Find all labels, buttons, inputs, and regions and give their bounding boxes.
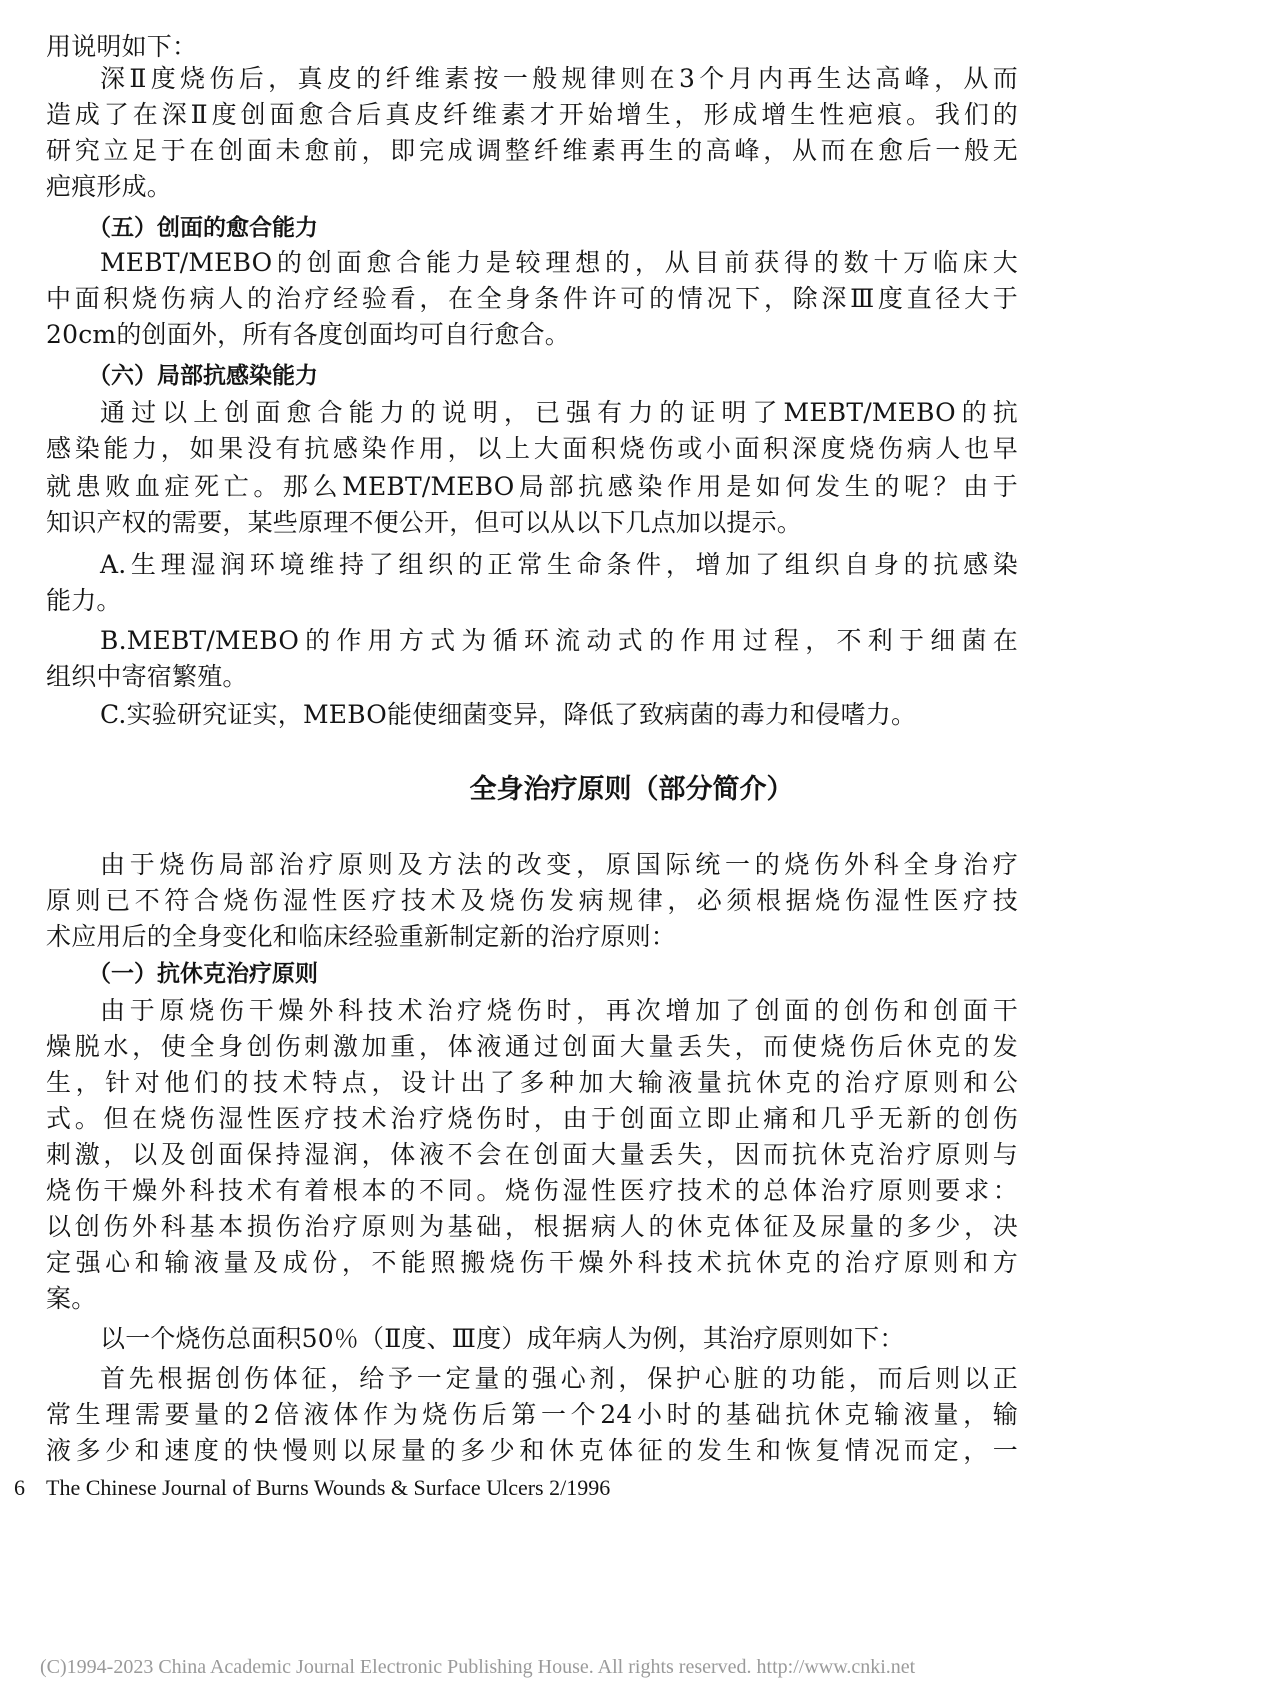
page-footer [14, 1474, 610, 1502]
body-line: 中面积烧伤病人的治疗经验看，在全身条件许可的情况下，除深Ⅲ度直径大于 [46, 284, 1018, 313]
body-line: 刺激，以及创面保持湿润，体液不会在创面大量丢失，因而抗休克治疗原则与 [46, 1140, 1018, 1169]
section-title: 全身治疗原则（部分简介） [469, 774, 794, 805]
body-line: 由于烧伤局部治疗原则及方法的改变，原国际统一的烧伤外科全身治疗 [100, 850, 1018, 879]
body-line: 组织中寄宿繁殖。 [46, 662, 248, 691]
body-line: 用说明如下： [46, 32, 198, 61]
body-line: 以一个烧伤总面积50％（Ⅱ度、Ⅲ度）成年病人为例，其治疗原则如下： [100, 1324, 905, 1353]
body-line: 由于原烧伤干燥外科技术治疗烧伤时，再次增加了创面的创伤和创面干 [100, 996, 1018, 1025]
body-line: 术应用后的全身变化和临床经验重新制定新的治疗原则： [46, 922, 677, 951]
body-line: 液多少和速度的快慢则以尿量的多少和休克体征的发生和恢复情况而定，一 [46, 1436, 1018, 1465]
body-line: 通过以上创面愈合能力的说明，已强有力的证明了MEBT/MEBO的抗 [100, 398, 1018, 427]
body-line: 常生理需要量的2倍液体作为烧伤后第一个24小时的基础抗休克输液量，输 [46, 1400, 1018, 1429]
body-line: 深Ⅱ度烧伤后，真皮的纤维素按一般规律则在3个月内再生达高峰，从而 [100, 64, 1018, 93]
body-line: 造成了在深Ⅱ度创面愈合后真皮纤维素才开始增生，形成增生性疤痕。我们的 [46, 100, 1018, 129]
body-line: 知识产权的需要，某些原理不便公开，但可以从以下几点加以提示。 [46, 508, 803, 537]
body-line: 定强心和输液量及成份，不能照搬烧伤干燥外科技术抗休克的治疗原则和方 [46, 1248, 1018, 1277]
journal-citation: The Chinese Journal of Burns Wounds & Surface Ulcers 2/1996 [46, 1475, 611, 1500]
body-line: 疤痕形成。 [46, 172, 173, 201]
copyright-notice: (C)1994-2023 China Academic Journal Electronic Publishing House. All rights reserved. http://www.cnki.net [40, 1656, 916, 1678]
body-line: 以创伤外科基本损伤治疗原则为基础，根据病人的休克体征及尿量的多少，决 [46, 1212, 1018, 1241]
body-line: B.MEBT/MEBO的作用方式为循环流动式的作用过程，不利于细菌在 [100, 626, 1018, 655]
body-line: 烧伤干燥外科技术有着根本的不同。烧伤湿性医疗技术的总体治疗原则要求： [46, 1176, 1018, 1205]
section-heading-wound-healing: （五）创面的愈合能力 [88, 215, 318, 241]
body-line: 能力。 [46, 586, 122, 615]
body-line: 案。 [46, 1284, 97, 1313]
body-line: 就患败血症死亡。那么MEBT/MEBO局部抗感染作用是如何发生的呢？由于 [46, 472, 1018, 501]
body-line: 首先根据创伤体征，给予一定量的强心剂，保护心脏的功能，而后则以正 [100, 1364, 1018, 1393]
body-line: 原则已不符合烧伤湿性医疗技术及烧伤发病规律，必须根据烧伤湿性医疗技 [46, 886, 1018, 915]
body-line: 生，针对他们的技术特点，设计出了多种加大输液量抗休克的治疗原则和公 [46, 1068, 1018, 1097]
body-line: 研究立足于在创面未愈前，即完成调整纤维素再生的高峰，从而在愈后一般无 [46, 136, 1018, 165]
section-heading-anti-infection: （六）局部抗感染能力 [88, 363, 318, 389]
section-heading-anti-shock: （一）抗休克治疗原则 [88, 961, 318, 987]
body-line: A.生理湿润环境维持了组织的正常生命条件，增加了组织自身的抗感染 [100, 550, 1018, 579]
body-line: 燥脱水，使全身创伤刺激加重，体液通过创面大量丢失，而使烧伤后休克的发 [46, 1032, 1018, 1061]
body-line: 感染能力，如果没有抗感染作用，以上大面积烧伤或小面积深度烧伤病人也早 [46, 434, 1018, 463]
page-number: 6 [14, 1475, 25, 1500]
body-line: C.实验研究证实，MEBO能使细菌变异，降低了致病菌的毒力和侵嗜力。 [100, 700, 917, 729]
body-line: 式。但在烧伤湿性医疗技术治疗烧伤时，由于创面立即止痛和几乎无新的创伤 [46, 1104, 1018, 1133]
body-line: MEBT/MEBO的创面愈合能力是较理想的，从目前获得的数十万临床大 [100, 248, 1018, 277]
body-line: 20cm的创面外，所有各度创面均可自行愈合。 [46, 320, 570, 349]
